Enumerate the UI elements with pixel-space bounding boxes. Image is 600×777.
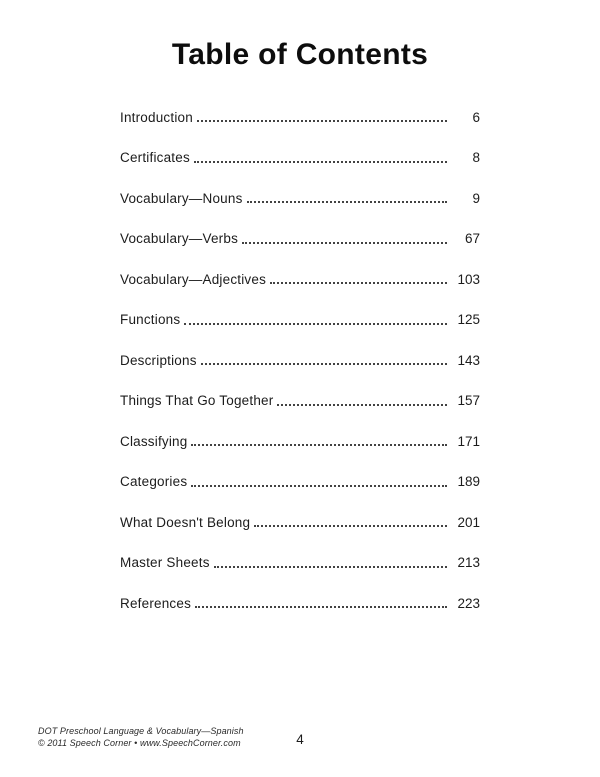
- toc-entry-things-that-go-together: [120, 381, 480, 422]
- toc-entry-page: 223: [457, 595, 480, 611]
- toc-entry-descriptions: [120, 340, 480, 381]
- dot-leader: [214, 566, 447, 568]
- toc-entry-page: 8: [472, 150, 480, 166]
- dot-leader: [195, 606, 447, 608]
- toc-entry-page: 6: [472, 109, 480, 125]
- toc-entry-classifying: [120, 421, 480, 462]
- page-title: Table of Contents: [171, 38, 429, 71]
- toc-entry-vocabulary-adjectives: [120, 259, 480, 300]
- toc-entry-label: Things That Go Together: [120, 393, 274, 409]
- toc-entry-label: Certificates: [120, 150, 190, 166]
- toc-entry-vocabulary-verbs: [120, 219, 480, 260]
- dot-leader: [254, 525, 447, 527]
- toc-entry-page: 103: [457, 271, 480, 287]
- toc-entry-what-doesnt-belong: [120, 502, 480, 543]
- footer-page-number: 4: [296, 732, 304, 747]
- dot-leader: [197, 120, 447, 122]
- footer-book-title: DOT Preschool Language & Vocabulary—Spanish: [38, 726, 244, 736]
- dot-leader: [194, 161, 447, 163]
- dot-leader: [242, 242, 447, 244]
- toc-entry-page: 201: [457, 514, 480, 530]
- toc-entry-page: 189: [457, 474, 480, 490]
- toc-entry-functions: [120, 300, 480, 341]
- dot-leader: [277, 404, 447, 406]
- toc-entry-label: Master Sheets: [120, 555, 210, 571]
- toc-entry-categories: [120, 462, 480, 503]
- dot-leader: [247, 201, 447, 203]
- toc-entry-label: References: [120, 595, 192, 611]
- toc-entry-page: 171: [457, 433, 480, 449]
- dot-leader: [184, 323, 447, 325]
- toc-entry-page: 157: [457, 393, 480, 409]
- toc-entry-master-sheets: [120, 543, 480, 584]
- dot-leader: [191, 485, 447, 487]
- dot-leader: [201, 363, 447, 365]
- toc-entry-label: Classifying: [120, 433, 188, 449]
- dot-leader: [191, 444, 447, 446]
- toc-entry-references: [120, 583, 480, 624]
- toc-entry-label: Vocabulary—Verbs: [120, 231, 239, 247]
- footer-copyright: © 2011 Speech Corner • www.SpeechCorner.com: [38, 737, 241, 748]
- toc-entry-label: What Doesn't Belong: [120, 514, 251, 530]
- toc-entry-label: Vocabulary—Nouns: [120, 190, 243, 206]
- toc-entry-label: Functions: [120, 312, 181, 328]
- table-of-contents: [120, 97, 480, 624]
- toc-entry-certificates: [120, 138, 480, 179]
- toc-entry-page: 67: [464, 231, 480, 247]
- toc-entry-page: 125: [457, 312, 480, 328]
- toc-entry-page: 9: [472, 190, 480, 206]
- toc-entry-page: 143: [457, 352, 480, 368]
- toc-entry-vocabulary-nouns: [120, 178, 480, 219]
- toc-entry-introduction: [120, 97, 480, 138]
- toc-entry-label: Vocabulary—Adjectives: [120, 271, 267, 287]
- dot-leader: [270, 282, 447, 284]
- toc-entry-label: Introduction: [120, 109, 193, 125]
- toc-entry-label: Descriptions: [120, 352, 197, 368]
- toc-entry-label: Categories: [120, 474, 188, 490]
- toc-entry-page: 213: [457, 555, 480, 571]
